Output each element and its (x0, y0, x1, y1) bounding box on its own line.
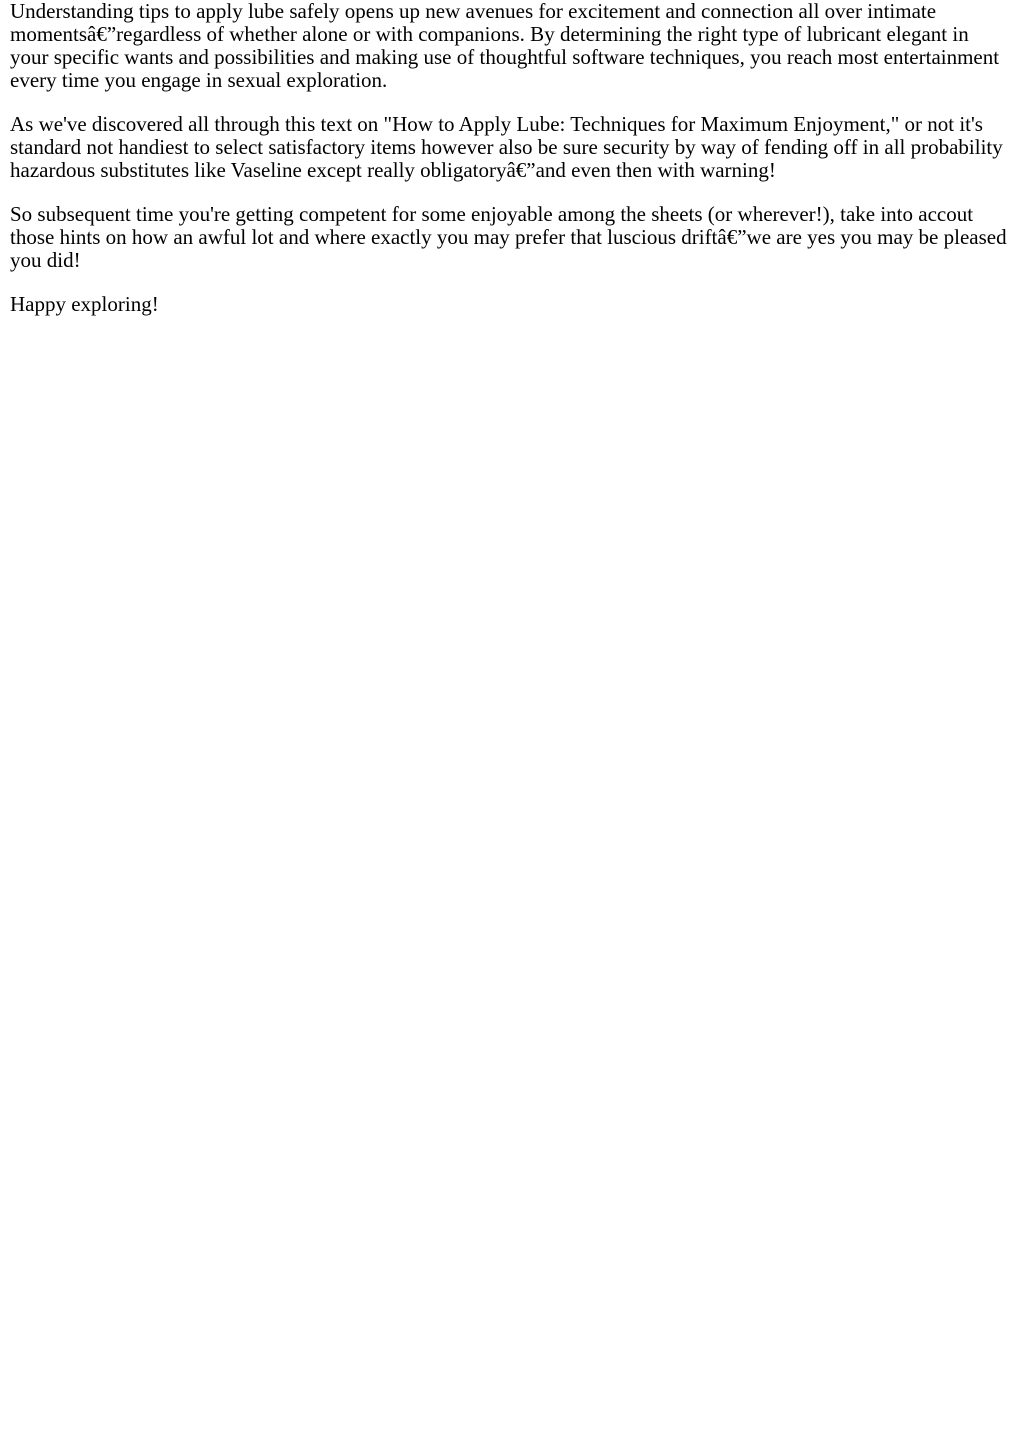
article-body (10, 0, 1010, 337)
article-paragraph-2: As we've discovered all through this text on "How to Apply Lube: Techniques for Maximum Enjoyment," or not it's standard not handiest to select satisfactory items however also be sure security by way of fending off in all probability hazardous substitutes like Vaseline except really obligatoryâ€”and even then with warning! (10, 112, 1003, 182)
article-paragraph-1: Understanding tips to apply lube safely opens up new avenues for excitement and connection all over intimate momentsâ€”regardless of whether alone or with companions. By determining the right type of lubricant elegant in your specific wants and possibilities and making use of thoughtful software techniques, you reach most entertainment every time you engage in sexual exploration. (10, 0, 1000, 92)
article-paragraph-4: Happy exploring! (10, 292, 159, 316)
article-paragraph-3: So subsequent time you're getting competent for some enjoyable among the sheets (or wherever!), take into accout those hints on how an awful lot and where exactly you may prefer that luscious driftâ€”we are yes you may be pleased you did! (10, 202, 1007, 272)
